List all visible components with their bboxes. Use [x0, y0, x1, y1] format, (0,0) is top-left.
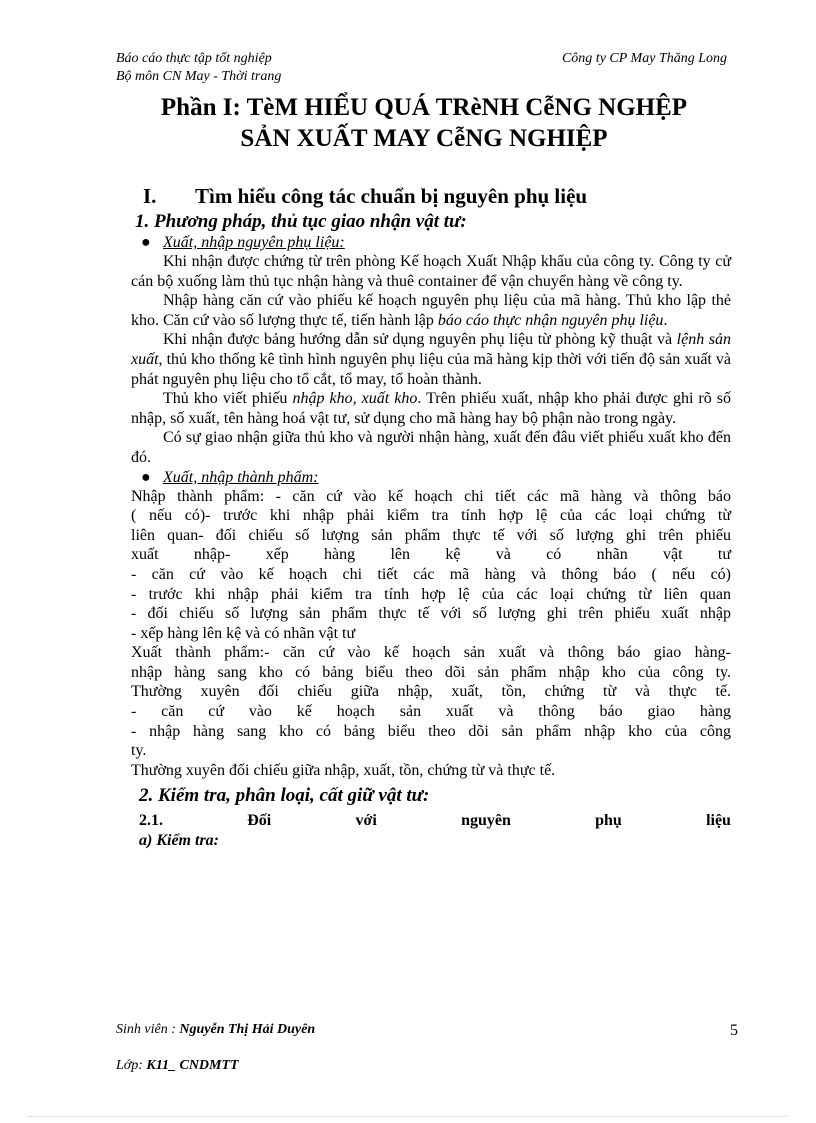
subsection-heading-2-1	[131, 811, 731, 831]
paragraph	[131, 389, 731, 428]
paragraph-text: . Trên phiếu xuất, nhập kho phải được ghi rõ số nhập, số xuất, tên hàng hoá vật tư, sử dụng cho mã hàng hay bộ phận nào trong ngày.	[131, 390, 732, 427]
bullet-icon: ●	[141, 234, 151, 251]
footer-student-name: Nguyễn Thị Hải Duyên	[179, 1022, 316, 1037]
text-line: - căn cứ vào kế hoạch sản xuất và thông báo giao hàng	[131, 703, 731, 721]
paragraph-text: .	[663, 311, 668, 329]
page-number: 5	[730, 1022, 738, 1039]
section-number: I.	[143, 184, 157, 208]
bullet-label: Xuất, nhập thành phẩm:	[163, 468, 319, 486]
subsection-heading-a: a) Kiểm tra:	[139, 832, 219, 850]
heading-word: phụ	[595, 812, 622, 830]
paragraph-emphasis: nhập kho, xuất kho	[292, 390, 418, 408]
text-line: Nhập thành phẩm: - căn cứ vào kế hoạch chi tiết các mã hàng và thông báo	[131, 487, 731, 505]
section-title: Tìm hiểu công tác chuẩn bị nguyên phụ liệu	[195, 184, 588, 208]
paragraph-text: Nhập hàng căn cứ vào phiếu kế hoạch nguyên phụ liệu của mã hàng. Thủ kho lập thẻ kho. Căn cứ vào số lượng thực tế, tiến hành lập	[131, 292, 731, 329]
text-line: liên quan- đối chiếu số lượng sản phẩm thực tế với số lượng ghi trên phiếu	[131, 526, 731, 544]
text-line: - nhập hàng sang kho có bảng biểu theo dõi sản phẩm nhập kho của công	[131, 722, 731, 740]
footer-class-label: Lớp:	[116, 1058, 147, 1073]
text-line: Xuất thành phẩm:- căn cứ vào kế hoạch sản xuất và thông báo giao hàng-	[131, 644, 731, 662]
footer-student	[116, 1022, 315, 1040]
document-body	[131, 183, 731, 851]
text-line: ty.	[131, 742, 147, 760]
text-line: - đối chiếu số lượng sản phẩm thực tế với số lượng ghi trên phiếu xuất nhập	[131, 605, 731, 623]
title-line-2: SẢN XUẤT MAY CễNG NGHIỆP	[240, 125, 608, 152]
heading-word: Đối	[247, 812, 272, 830]
paragraph: Khi nhận được chứng từ trên phòng Kế hoạch Xuất Nhập khẩu của công ty. Công ty cử cán bộ xuống làm thủ tục nhận hàng và thuê container để vận chuyển hàng về công ty.	[131, 253, 731, 290]
header-department: Bộ môn CN May - Thời trang	[116, 69, 282, 84]
header-company: Công ty CP May Thăng Long	[561, 51, 727, 66]
heading-word: 2.1.	[139, 812, 163, 830]
xuat-thanh-pham-block	[131, 643, 731, 780]
nhap-thanh-pham-block	[131, 487, 731, 644]
footer-student-label: Sinh viên :	[116, 1022, 180, 1037]
text-line: xuất nhập- xếp hàng lên kệ và có nhãn vật tư	[131, 546, 731, 564]
text-line: - trước khi nhập phải kiểm tra tính hợp lệ của các loại chứng từ liên quan	[131, 585, 731, 603]
page-footer	[116, 1022, 738, 1040]
bullet-label: Xuất, nhập nguyên phụ liệu:	[163, 234, 345, 251]
paragraph-text: , thủ kho thống kê tình hình nguyên phụ liệu của mã hàng kịp thời với tiến độ sản xuất và phát nguyên phụ liệu cho tổ cắt, tổ may, tổ hoàn thành.	[131, 350, 731, 388]
paragraph: Có sự giao nhận giữa thủ kho và người nhận hàng, xuất đến đâu viết phiếu xuất kho đến đó.	[131, 429, 731, 466]
bullet-item	[141, 233, 731, 252]
page-header-left	[116, 50, 281, 86]
section-heading-1	[143, 183, 731, 209]
text-line: Thường xuyên đối chiếu giữa nhập, xuất, tồn, chứng từ và thực tế.	[131, 761, 556, 779]
text-line: nhập hàng sang kho có bảng biểu theo dõi sản phẩm nhập kho của công ty.	[131, 663, 731, 681]
footer-class-name: K11_ CNDMTT	[146, 1058, 239, 1073]
text-line: ( nếu có)- trước khi nhập phải kiểm tra tính hợp lệ của các loại chứng từ	[131, 507, 731, 525]
paragraph-emphasis: lệnh sản xuất	[131, 331, 731, 368]
subsection-heading-2: 2. Kiểm tra, phân loại, cất giữ vật tư:	[139, 785, 430, 807]
page-bottom-divider	[28, 1116, 788, 1117]
heading-word: liệu	[706, 812, 731, 830]
page-title	[116, 92, 732, 154]
paragraph-text: Khi nhận được bảng hướng dẫn sử dụng nguyên phụ liệu từ phòng kỹ thuật và	[163, 331, 677, 349]
heading-word: với	[355, 812, 377, 830]
text-line: Thường xuyên đối chiếu giữa nhập, xuất, tồn, chứng từ và thực tế.	[131, 683, 731, 701]
paragraph	[131, 291, 731, 330]
text-line: - căn cứ vào kế hoạch chi tiết các mã hàng và thông báo ( nếu có)	[131, 565, 731, 583]
bullet-item	[141, 468, 731, 487]
text-line: - xếp hàng lên kệ và có nhãn vật tư	[131, 624, 356, 642]
bullet-icon: ●	[141, 468, 151, 486]
footer-class	[116, 1058, 738, 1074]
heading-word: nguyên	[461, 812, 511, 830]
title-line-1: Phần I: TèM HIỂU QUÁ TRèNH CễNG NGHỆP	[160, 94, 688, 121]
paragraph-emphasis: báo cáo thực nhận nguyên phụ liệu	[437, 311, 664, 329]
header-report-title: Báo cáo thực tập tốt nghiệp	[116, 51, 272, 66]
paragraph	[131, 330, 731, 389]
subsection-heading-1: 1. Phương pháp, thủ tục giao nhận vật tư:	[135, 211, 467, 232]
paragraph-text: Thủ kho viết phiếu	[163, 390, 293, 408]
